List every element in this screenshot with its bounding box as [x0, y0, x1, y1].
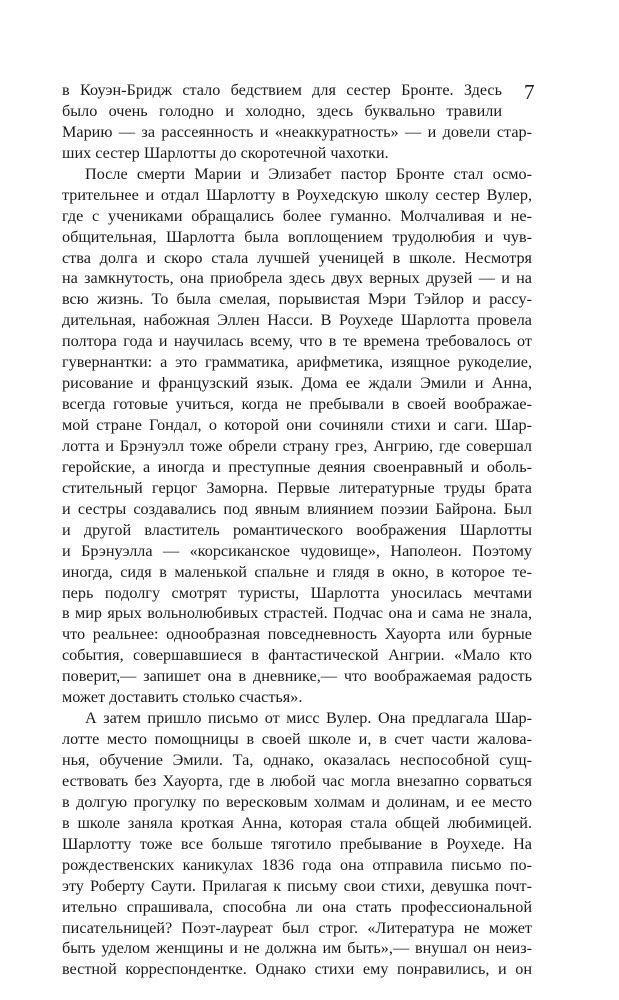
text-line: что реальнее: однообразная повседневность Хауорта или бурные [62, 625, 532, 644]
text-line: ства долга и скоро стала лучшей ученицей в школе. Несмотря [62, 248, 532, 267]
text-line: мой стране Гондал, о которой они сочиняли стихи и саги. Шар- [62, 416, 532, 434]
page-number: 7 [524, 80, 535, 104]
text-line: вестной корреспондентке. Однако стихи ему понравились, и он [62, 960, 532, 979]
text-line: А затем пришло письмо от мисс Вулер. Она предлагала Шар- [85, 709, 532, 728]
text-line: нья, обучение Эмили. Та, однако, оказалась неспособной сущ- [62, 751, 532, 769]
text-line: ествовать без Хауорта, где в любой час могла внезапно сорваться [62, 771, 532, 790]
text-line: геройские, а иногда и преступные деяния своенравный и оболь- [62, 457, 532, 476]
text-line: гувернантки: а это грамматика, арифметика, изящное рукоделие, [62, 353, 532, 372]
text-line: и Брэнуэлла — «корсиканское чудовище», Наполеон. Поэтому [62, 541, 532, 560]
text-line: эту Роберту Саути. Прилагая к письму свои стихи, девушка почт- [62, 876, 532, 895]
text-line: стительный герцог Заморна. Первые литературные труды брата [62, 478, 532, 497]
text-line: После смерти Марии и Элизабет пастор Бронте стал осмо- [85, 164, 532, 183]
text-line: дительная, набожная Эллен Насси. В Роухеде Шарлотта провела [62, 311, 532, 330]
text-line: где с учениками обращались более гуманно. Молчаливая и не- [62, 206, 532, 225]
text-line: и сестры создавались под явным влиянием поэзии Байрона. Был [62, 499, 532, 518]
text-line: Марию — за рассеянность и «неаккуратность» — и довели стар- [62, 122, 532, 141]
text-line: события, совершавшиеся в фантастической Ангрии. «Мало кто [62, 646, 532, 665]
text-line: всегда готовые учиться, когда не пребывали в своей воображае- [62, 395, 532, 414]
text-line: трительнее и отдал Шарлотту в Роухедскую школу сестер Вулер, [62, 185, 532, 204]
text-line: может доставить столько счастья». [62, 688, 303, 707]
text-line: иногда, сидя в маленькой спальне и глядя в окно, в которое те- [62, 562, 532, 581]
text-line: в Коуэн-Бридж стало бедствием для сестер Бронте. Здесь [62, 81, 502, 99]
text-line: в долгую прогулку по вересковым холмам и долинам, и ее место [62, 792, 532, 811]
text-line: полтора года и научилась всему, что в те времена требовалось от [62, 332, 532, 351]
text-line: на замкнутость, она приобрела здесь двух верных друзей — и на [62, 269, 532, 288]
text-line: лотте место помощницы в своей школе и, в счет части жалова- [62, 730, 532, 749]
text-line: было очень голодно и холодно, здесь буквально травили [62, 101, 502, 120]
body-text [62, 80, 532, 980]
text-line: быть уделом женщины и не должна им быть»,— внушал он неиз- [62, 939, 532, 958]
text-line: рождественских каникулах 1836 года она отправила письмо по- [62, 855, 532, 874]
text-line: в мир ярых вольнолюбивых страстей. Подчас она и сама не знала, [62, 604, 532, 623]
text-line: всю жизнь. То была смелая, порывистая Мэри Тэйлор и рассу- [62, 290, 532, 309]
text-line: поверит,— запишет она в дневнике,— что воображаемая радость [62, 667, 532, 686]
text-line: ших сестер Шарлотты до скоротечной чахотки. [62, 143, 389, 162]
text-line: перь подолгу смотрят туристы, Шарлотта уносилась мечтами [62, 583, 532, 602]
text-line: рисование и французский язык. Дома ее ждали Эмили и Анна, [62, 374, 532, 393]
text-line: в школе заняла кроткая Анна, которая стала общей любимицей. [62, 813, 532, 832]
text-line: писательницей? Поэт-лауреат был строг. «Литература не может [62, 918, 532, 937]
text-line: общительная, Шарлотта была воплощением трудолюбия и чув- [62, 227, 532, 246]
text-line: и другой властитель романтического воображения Шарлотты [62, 520, 532, 539]
text-line: Шарлотту тоже все больше тяготило пребывание в Роухеде. На [62, 834, 532, 853]
text-line: лотта и Брэнуэлл тоже обрели страну грез, Ангрию, где совершал [62, 436, 532, 455]
text-line: ительно спрашивала, способна ли она стать профессиональной [62, 897, 532, 916]
